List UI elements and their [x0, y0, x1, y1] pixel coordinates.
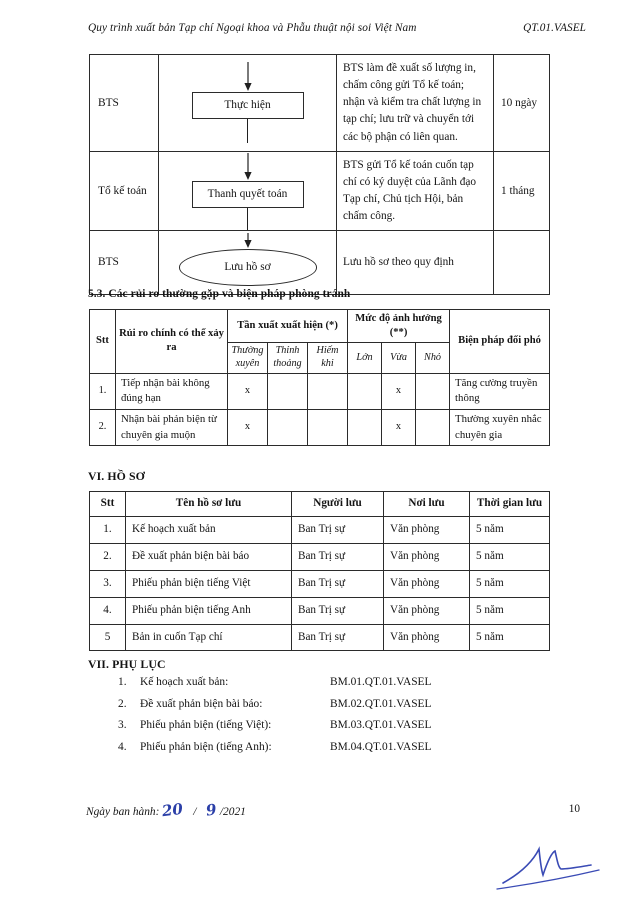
- records-name: Phiếu phản biện tiếng Anh: [126, 597, 292, 624]
- records-col-place: Nơi lưu: [384, 492, 470, 517]
- page-number: 10: [568, 803, 580, 815]
- arrow-down-icon: [242, 233, 254, 249]
- risk-col-risk: Rủi ro chính có thể xảy ra: [116, 310, 228, 374]
- records-stt: 2.: [90, 543, 126, 570]
- records-stt: 4.: [90, 597, 126, 624]
- issue-day-handwritten: 20: [161, 799, 185, 821]
- records-stt: 5: [90, 624, 126, 651]
- table-row: [90, 409, 550, 445]
- risk-subcol-rare: Hiếm khi: [308, 343, 348, 374]
- table-row: [90, 516, 550, 543]
- list-item: [118, 676, 558, 688]
- flow-actor: BTS: [90, 55, 159, 152]
- appendix-number: 3.: [118, 719, 127, 731]
- records-duration: 5 năm: [470, 597, 550, 624]
- table-row: [90, 570, 550, 597]
- risk-col-stt: Stt: [90, 310, 116, 374]
- records-keeper: Ban Trị sự: [292, 516, 384, 543]
- risk-freq-often: x: [228, 373, 268, 409]
- arrow-down-icon: [242, 153, 254, 181]
- flow-description: Lưu hồ sơ theo quy định: [337, 231, 494, 294]
- process-flow-table: [89, 54, 550, 295]
- handwritten-signature-icon: [495, 843, 605, 895]
- appendix-label: Đề xuất phản biện bài báo:: [140, 697, 263, 710]
- flow-node-cell: [159, 55, 337, 152]
- risk-imp-large: [348, 409, 382, 445]
- risk-subcol-often: Thường xuyên: [228, 343, 268, 374]
- table-row: [90, 624, 550, 651]
- records-duration: 5 năm: [470, 516, 550, 543]
- table-header-row: [90, 310, 550, 343]
- risk-freq-often: x: [228, 409, 268, 445]
- records-col-stt: Stt: [90, 492, 126, 517]
- appendix-label: Phiếu phản biện (tiếng Anh):: [140, 740, 272, 753]
- table-row: [90, 231, 550, 294]
- records-col-duration: Thời gian lưu: [470, 492, 550, 517]
- appendix-code: BM.01.QT.01.VASEL: [330, 676, 432, 688]
- flow-description: BTS làm đề xuất số lượng in, chấm công gửi Tổ kế toán; nhận và kiểm tra chất lượng in tạp chí; lưu trữ và chuyển tới các bộ phận có liên quan.: [337, 55, 494, 152]
- flow-node-cell: [159, 151, 337, 231]
- records-place: Văn phòng: [384, 516, 470, 543]
- table-row: [90, 373, 550, 409]
- risk-subcol-medium: Vừa: [382, 343, 416, 374]
- flow-duration: [494, 231, 550, 294]
- records-col-name: Tên hồ sơ lưu: [126, 492, 292, 517]
- risk-freq-rare: [308, 373, 348, 409]
- appendix-list: [118, 676, 558, 762]
- appendix-label: Phiếu phản biện (tiếng Việt):: [140, 719, 272, 731]
- risk-subcol-sometimes: Thỉnh thoảng: [268, 343, 308, 374]
- risk-col-action: Biện pháp đối phó: [450, 310, 550, 374]
- appendix-label: Kế hoạch xuất bản:: [140, 676, 229, 688]
- issue-year: /2021: [219, 806, 246, 818]
- records-col-keeper: Người lưu: [292, 492, 384, 517]
- records-place: Văn phòng: [384, 570, 470, 597]
- records-keeper: Ban Trị sự: [292, 570, 384, 597]
- records-name: Phiếu phản biện tiếng Việt: [126, 570, 292, 597]
- appendix-code: BM.02.QT.01.VASEL: [330, 697, 432, 710]
- section-heading-7: VII. PHỤ LỤC: [88, 657, 166, 671]
- flow-node-cell: [159, 231, 337, 294]
- flow-node-label: Thanh quyết toán: [192, 181, 304, 208]
- records-stt: 1.: [90, 516, 126, 543]
- appendix-number: 4.: [118, 740, 127, 753]
- document-header: [88, 22, 588, 34]
- risk-action: Tăng cường truyền thông: [450, 373, 550, 409]
- risk-freq-rare: [308, 409, 348, 445]
- risk-description: Nhận bài phản biện từ chuyên gia muộn: [116, 409, 228, 445]
- issue-date-label: Ngày ban hành:: [86, 806, 160, 818]
- flow-actor: BTS: [90, 231, 159, 294]
- header-title: Quy trình xuất bản Tạp chí Ngoại khoa và Phẫu thuật nội soi Việt Nam: [88, 22, 417, 34]
- risk-imp-large: [348, 373, 382, 409]
- records-table: [89, 491, 550, 651]
- date-separator: /: [193, 806, 197, 818]
- signature-mark: [495, 843, 605, 900]
- risk-freq-sometimes: [268, 409, 308, 445]
- section-heading-5-3: 5.3. Các rủi ro thường gặp và biện pháp phòng tránh: [88, 288, 351, 300]
- risk-col-impact: Mức độ ảnh hưởng (**): [348, 310, 450, 343]
- table-header-row: [90, 492, 550, 517]
- table-row: [90, 597, 550, 624]
- records-keeper: Ban Trị sự: [292, 543, 384, 570]
- appendix-number: 2.: [118, 697, 127, 710]
- flow-actor: Tổ kế toán: [90, 151, 159, 231]
- records-name: Đề xuất phản biện bài báo: [126, 543, 292, 570]
- risk-col-frequency: Tần xuất xuất hiện (*): [228, 310, 348, 343]
- records-keeper: Ban Trị sự: [292, 597, 384, 624]
- issue-month-handwritten: 9: [205, 800, 218, 820]
- records-place: Văn phòng: [384, 543, 470, 570]
- flow-node-label: Lưu hồ sơ: [179, 249, 317, 285]
- risk-action: Thường xuyên nhắc chuyên gia: [450, 409, 550, 445]
- risk-subcol-large: Lớn: [348, 343, 382, 374]
- issue-date-line: [86, 801, 246, 819]
- risk-imp-medium: x: [382, 409, 416, 445]
- risk-subcol-small: Nhỏ: [416, 343, 450, 374]
- list-item: [118, 719, 558, 731]
- records-keeper: Ban Trị sự: [292, 624, 384, 651]
- records-duration: 5 năm: [470, 543, 550, 570]
- risk-description: Tiếp nhận bài không đúng hạn: [116, 373, 228, 409]
- flow-node-label: Thực hiện: [192, 92, 304, 119]
- risk-stt: 2.: [90, 409, 116, 445]
- risk-stt: 1.: [90, 373, 116, 409]
- section-heading-6: VI. HỒ SƠ: [88, 469, 145, 483]
- records-name: Bản in cuốn Tạp chí: [126, 624, 292, 651]
- flow-duration: 10 ngày: [494, 55, 550, 152]
- list-item: [118, 741, 558, 753]
- table-row: [90, 543, 550, 570]
- records-duration: 5 năm: [470, 624, 550, 651]
- risk-imp-medium: x: [382, 373, 416, 409]
- arrow-down-icon: [242, 62, 254, 92]
- records-place: Văn phòng: [384, 597, 470, 624]
- header-document-code: QT.01.VASEL: [523, 22, 586, 34]
- appendix-number: 1.: [118, 676, 127, 688]
- risk-imp-small: [416, 409, 450, 445]
- appendix-code: BM.04.QT.01.VASEL: [330, 740, 432, 753]
- appendix-code: BM.03.QT.01.VASEL: [330, 719, 432, 731]
- list-item: [118, 698, 558, 710]
- records-name: Kế hoạch xuất bản: [126, 516, 292, 543]
- risk-table: [89, 309, 550, 446]
- table-row: [90, 151, 550, 231]
- flow-description: BTS gửi Tổ kế toán cuốn tạp chí có ký duyệt của Lãnh đạo Tạp chí, Chủ tịch Hội, bản chấm công.: [337, 151, 494, 231]
- risk-imp-small: [416, 373, 450, 409]
- flow-duration: 1 tháng: [494, 151, 550, 231]
- table-row: [90, 55, 550, 152]
- records-stt: 3.: [90, 570, 126, 597]
- records-duration: 5 năm: [470, 570, 550, 597]
- records-place: Văn phòng: [384, 624, 470, 651]
- risk-freq-sometimes: [268, 373, 308, 409]
